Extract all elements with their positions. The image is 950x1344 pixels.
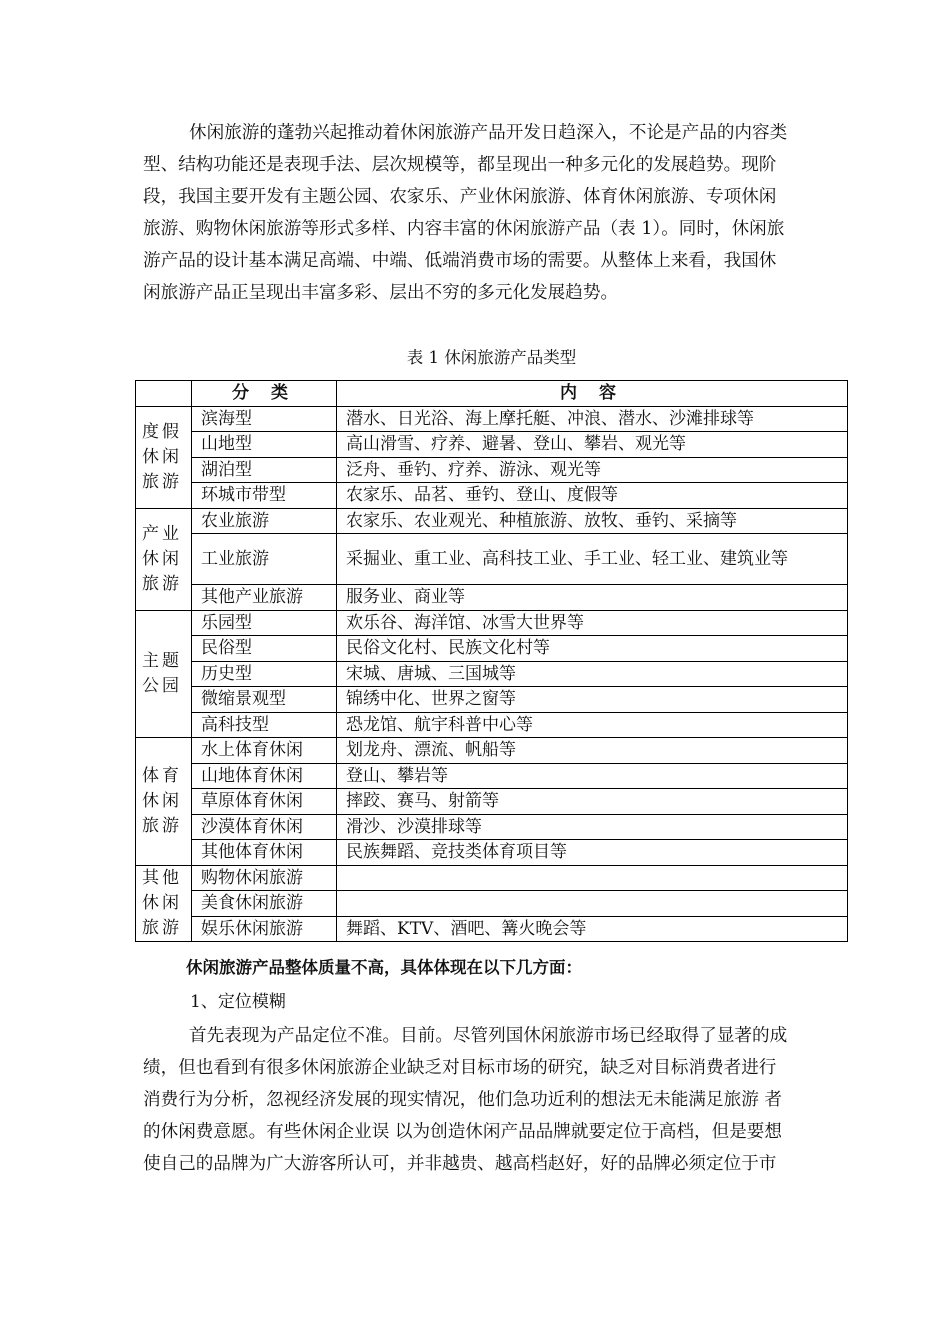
table-row [136,457,848,483]
group-name-line: 度假 [142,421,182,442]
category-header: 分 类 [192,381,337,407]
body-paragraph [143,1020,848,1180]
paragraph-line: 游产品的设计基本满足高端、中端、低端消费市场的需要。从整体上来看，我国休 [143,251,777,271]
group-name-line: 其他 [142,867,182,888]
content-cell: 泛舟、垂钓、疗养、游泳、观光等 [337,457,848,483]
content-cell: 民族舞蹈、竞技类体育项目等 [337,840,848,866]
group-cell [136,738,192,866]
table-row [136,763,848,789]
paragraph-line: 的休闲费意愿。有些休闲企业误 以为创造休闲产品品牌就要定位于高档，但是要想 [143,1122,782,1142]
type-cell: 民俗型 [192,636,337,662]
content-cell: 登山、攀岩等 [337,763,848,789]
table-row [136,534,848,585]
table-caption: 表 1 休闲旅游产品类型 [406,348,577,367]
paragraph-line: 休闲旅游的蓬勃兴起推动着休闲旅游产品开发日趋深入，不论是产品的内容类 [189,123,788,143]
group-cell [136,508,192,610]
table-row [136,610,848,636]
group-name-line: 主题 [142,650,182,671]
content-cell: 高山滑雪、疗养、避暑、登山、攀岩、观光等 [337,432,848,458]
group-cell [136,406,192,508]
table-row [136,508,848,534]
group-name-line: 休闲 [142,548,182,569]
content-cell [337,891,848,917]
content-cell: 欢乐谷、海洋馆、冰雪大世界等 [337,610,848,636]
type-cell: 其他体育休闲 [192,840,337,866]
type-cell: 工业旅游 [192,534,337,585]
type-cell: 湖泊型 [192,457,337,483]
content-cell: 民俗文化村、民族文化村等 [337,636,848,662]
group-name-line: 旅游 [142,815,182,836]
table-row [136,406,848,432]
type-cell: 娱乐休闲旅游 [192,916,337,942]
table-row [136,661,848,687]
type-cell: 购物休闲旅游 [192,865,337,891]
table-row [136,432,848,458]
group-name-line: 旅游 [142,471,182,492]
content-cell: 农家乐、农业观光、种植旅游、放牧、垂钓、采摘等 [337,508,848,534]
content-header: 内 容 [337,381,848,407]
group-cell [136,610,192,738]
type-cell: 美食休闲旅游 [192,891,337,917]
paragraph-line: 旅游、购物休闲旅游等形式多样、内容丰富的休闲旅游产品（表 1）。同时，休闲旅 [143,219,785,239]
paragraph-line: 首先表现为产品定位不准。目前。尽管列国休闲旅游市场已经取得了显著的成 [189,1026,788,1046]
type-cell: 其他产业旅游 [192,585,337,611]
table-header-row [136,381,848,407]
paragraph-line: 型、结构功能还是表现手法、层次规模等，都呈现出一种多元化的发展趋势。现阶 [143,155,777,175]
paragraph-line: 绩，但也看到有很多休闲旅游企业缺乏对目标市场的研究，缺乏对目标消费者进行 [143,1058,777,1078]
content-cell: 宋城、唐城、三国城等 [337,661,848,687]
table-row [136,712,848,738]
table-row [136,636,848,662]
table-row [136,687,848,713]
type-cell: 历史型 [192,661,337,687]
table-row [136,585,848,611]
table-row [136,738,848,764]
subheading: 1、定位模糊 [190,992,286,1012]
paragraph-line: 使自己的品牌为广大游客所认可，并非越贵、越高档赵好，好的品牌必须定位于市 [143,1154,777,1174]
content-cell: 划龙舟、漂流、帆船等 [337,738,848,764]
content-cell: 锦绣中化、世界之窗等 [337,687,848,713]
table-row [136,789,848,815]
content-cell: 潜水、日光浴、海上摩托艇、冲浪、潜水、沙滩排球等 [337,406,848,432]
paragraph-line: 消费行为分析，忽视经济发展的现实情况，他们急功近利的想法无未能满足旅游 者 [143,1090,782,1110]
group-name-line: 休闲 [142,892,182,913]
table-row [136,483,848,509]
content-cell: 滑沙、沙漠排球等 [337,814,848,840]
table-row [136,865,848,891]
type-cell: 微缩景观型 [192,687,337,713]
group-name-line: 旅游 [142,573,182,594]
group-name-line: 公园 [142,675,182,696]
intro-paragraph [143,117,848,309]
type-cell: 滨海型 [192,406,337,432]
product-type-table [135,380,848,942]
type-cell: 草原体育休闲 [192,789,337,815]
group-name-line: 休闲 [142,446,182,467]
type-cell: 山地体育休闲 [192,763,337,789]
content-cell: 农家乐、品茗、垂钓、登山、度假等 [337,483,848,509]
section-heading: 休闲旅游产品整体质量不高，具体体现在以下几方面： [186,958,582,977]
content-cell: 舞蹈、KTV、酒吧、篝火晚会等 [337,916,848,942]
group-cell [136,865,192,942]
content-cell: 服务业、商业等 [337,585,848,611]
group-name-line: 产业 [142,523,182,544]
type-cell: 高科技型 [192,712,337,738]
type-cell: 环城市带型 [192,483,337,509]
type-cell: 乐园型 [192,610,337,636]
group-name-line: 休闲 [142,790,182,811]
table-row [136,916,848,942]
content-cell: 采掘业、重工业、高科技工业、手工业、轻工业、建筑业等 [337,534,848,585]
table-row [136,891,848,917]
group-name-line: 旅游 [142,917,182,938]
paragraph-line: 段，我国主要开发有主题公园、农家乐、产业休闲旅游、体育休闲旅游、专项休闲 [143,187,777,207]
type-cell: 农业旅游 [192,508,337,534]
content-cell [337,865,848,891]
group-name-line: 体育 [142,765,182,786]
table-row [136,840,848,866]
table-row [136,814,848,840]
blank-header-cell [136,381,192,407]
content-cell: 恐龙馆、航宇科普中心等 [337,712,848,738]
type-cell: 水上体育休闲 [192,738,337,764]
type-cell: 沙漠体育休闲 [192,814,337,840]
paragraph-line: 闲旅游产品正呈现出丰富多彩、层出不穷的多元化发展趋势。 [143,283,619,303]
type-cell: 山地型 [192,432,337,458]
content-cell: 摔跤、赛马、射箭等 [337,789,848,815]
